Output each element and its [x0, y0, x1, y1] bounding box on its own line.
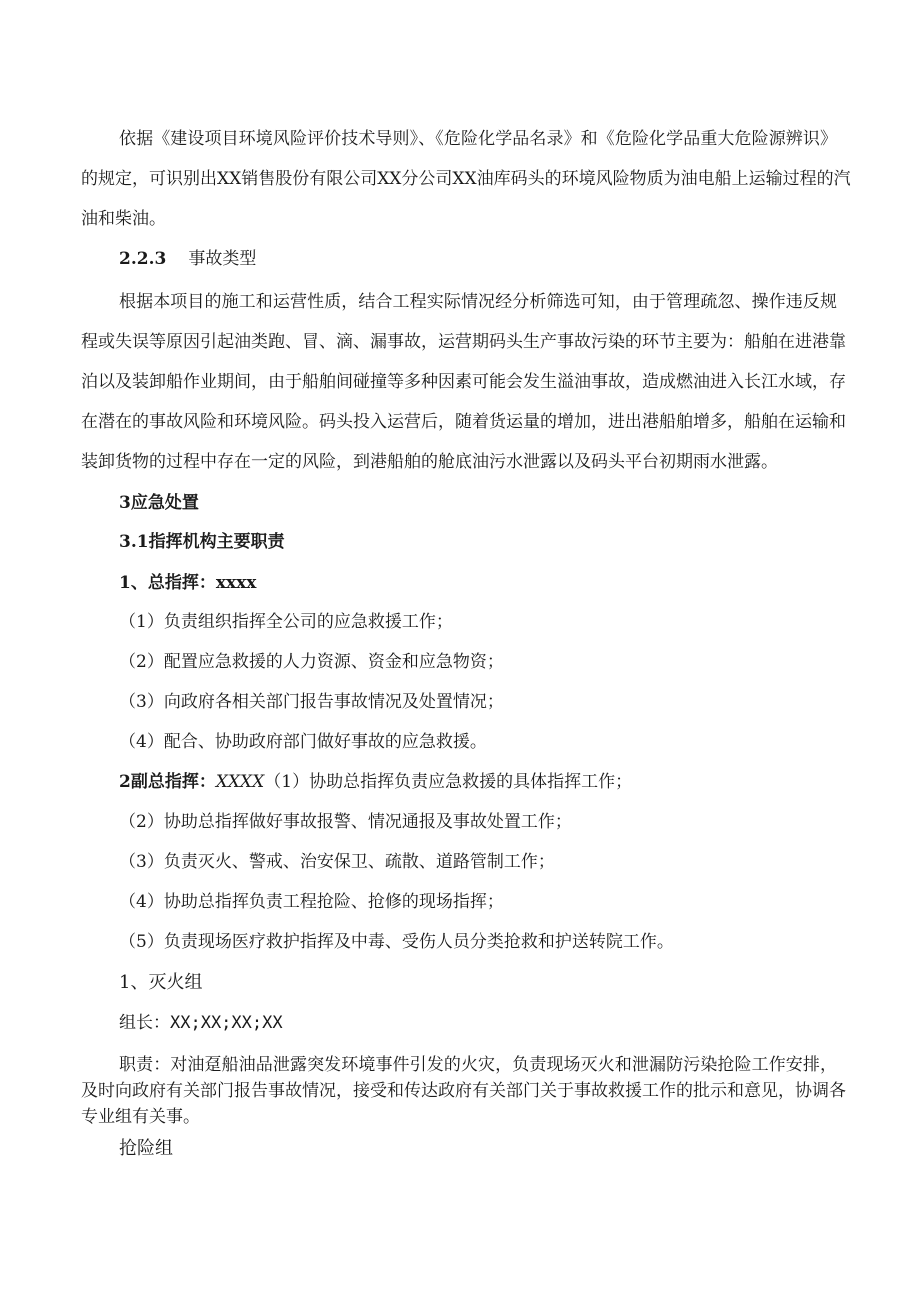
commander-heading	[119, 568, 256, 593]
deputy-duty-1: （1）协助总指挥负责应急救援的具体指挥工作；	[264, 772, 633, 792]
commander-duty-3: （3）向政府各相关部门报告事故情况及处置情况；	[119, 692, 504, 712]
section-31-heading: 3.1指挥机构主要职责	[119, 532, 285, 552]
intro-line-1: 依据《建设项目环境风险评价技术导则》、《危险化学品名录》和《危险化学品重大危险源辨识》	[119, 129, 837, 149]
section-223-line-2: 程或失误等原因引起油类跑、冒、滴、漏事故，运营期码头生产事故污染的环节主要为：船舶在进港靠	[81, 332, 846, 352]
intro-line-2: 的规定，可识别出XX销售股份有限公司XX分公司XX油库码头的环境风险物质为油电船上运输过程的汽	[81, 169, 851, 189]
fire-group-duty-line-1: 职责：对油趸船油品泄露突发环境事件引发的火灾，负责现场灭火和泄漏防污染抢险工作安排，	[119, 1055, 837, 1075]
fire-group-heading: 1、灭火组	[119, 972, 203, 993]
commander-name: xxxx	[215, 573, 257, 593]
section-223-line-1: 根据本项目的施工和运营性质，结合工程实际情况经分析筛选可知，由于管理疏忽、操作违反规	[119, 292, 837, 312]
fire-group-leader-label: 组长：	[119, 1013, 170, 1033]
fire-group-leaders	[119, 1008, 283, 1033]
deputy-duty-2: （2）协助总指挥做好事故报警、情况通报及事故处置工作；	[119, 812, 572, 832]
fire-group-duty-line-2: 及时向政府有关部门报告事故情况，接受和传达政府有关部门关于事故救援工作的批示和意见，协调各	[81, 1081, 846, 1101]
commander-duty-1: （1）负责组织指挥全公司的应急救援工作；	[119, 612, 453, 632]
deputy-heading	[119, 767, 632, 792]
section-223-line-5: 装卸货物的过程中存在一定的风险，到港船舶的舱底油污水泄露以及码头平台初期雨水泄露。	[81, 452, 778, 472]
deputy-duty-5: （5）负责现场医疗救护指挥及中毒、受伤人员分类抢救和护送转院工作。	[119, 932, 674, 952]
fire-group-duty-line-3: 专业组有关事。	[81, 1107, 200, 1127]
commander-duty-4: （4）配合、协助政府部门做好事故的应急救援。	[119, 732, 487, 752]
section-title: 事故类型	[188, 249, 257, 269]
section-223-line-4: 在潜在的事故风险和环境风险。码头投入运营后，随着货运量的增加，进出港船舶增多，船舶在运输和	[81, 412, 846, 432]
rescue-group-heading: 抢险组	[119, 1138, 173, 1159]
section-number: 2.2.3	[119, 249, 167, 269]
deputy-duty-4: （4）协助总指挥负责工程抢险、抢修的现场指挥；	[119, 892, 504, 912]
deputy-label: 2副总指挥：	[119, 772, 216, 792]
intro-line-3: 油和柴油。	[81, 209, 166, 229]
section-223-heading	[119, 244, 256, 269]
section-3-heading: 3应急处置	[119, 493, 199, 513]
commander-label: 1、总指挥：	[119, 573, 216, 593]
deputy-name: XXXX	[215, 772, 265, 792]
section-223-line-3: 泊以及装卸船作业期间，由于船舶间碰撞等多种因素可能会发生溢油事故，造成燃油进入长江水域，存	[81, 372, 846, 392]
commander-duty-2: （2）配置应急救援的人力资源、资金和应急物资；	[119, 652, 504, 672]
fire-group-leader-names: XX;XX;XX;XX	[170, 1013, 283, 1033]
deputy-duty-3: （3）负责灭火、警戒、治安保卫、疏散、道路管制工作；	[119, 852, 555, 872]
